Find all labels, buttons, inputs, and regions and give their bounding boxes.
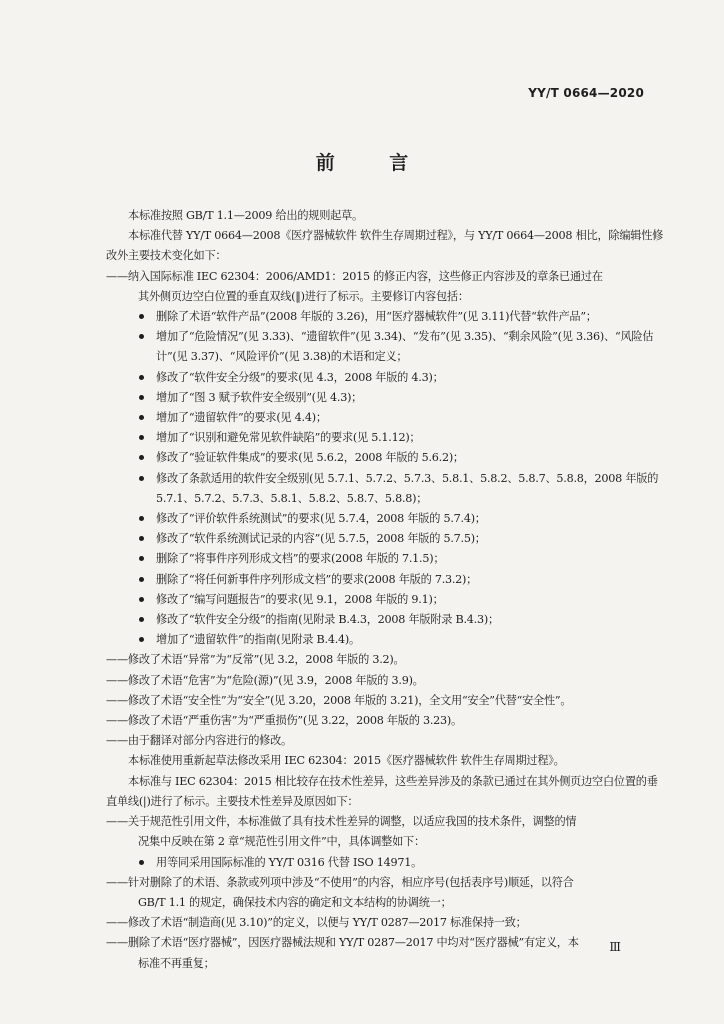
dash-item-line: 况集中反映在第 2 章“规范性引用文件”中，具体调整如下： — [138, 835, 425, 849]
intro-paragraph: 本标准代替 YY/T 0664—2008《医疗器械软件 软件生存周期过程》，与 YY/T 0664—2008 相比，除编辑性修改外主要技术变化如下： — [106, 229, 664, 263]
difference-item — [106, 873, 664, 913]
dash-item: ——修改了术语“异常”为“反常”(见 3.2，2008 年版的 3.2)。 — [106, 653, 405, 667]
normative-reference-item — [106, 812, 664, 852]
dash-item: ——修改了术语“严重伤害”为“严重损伤”(见 3.22，2008 年版的 3.23)。 — [106, 714, 462, 728]
list-item: 删除了“将任何新事件序列形成文档”的要求(2008 年版的 7.3.2)； — [138, 570, 664, 590]
list-item: 增加了“遗留软件”的要求(见 4.4)； — [138, 408, 664, 428]
list-item: 增加了“遗留软件”的指南(见附录 B.4.4)。 — [138, 630, 664, 650]
dash-item-line: ——关于规范性引用文件，本标准做了具有技术性差异的调整，以适应我国的技术条件，调整的情 — [106, 815, 577, 829]
dash-item-line: ——针对删除了的术语、条款或列项中涉及“不使用”的内容，相应序号(包括表序号)顺延，以符合 — [106, 875, 574, 889]
list-item: 修改了条款适用的软件安全级别(见 5.7.1、5.7.2、5.7.3、5.8.1、5.8.2、5.8.7、5.8.8，2008 年版的 5.7.1、5.7.2、5.7.3、5.8.1、5.8.2、5.8.7、5.8.8)； — [138, 469, 664, 509]
difference-item — [106, 933, 664, 973]
adoption-paragraph: 本标准与 IEC 62304：2015 相比较存在技术性差异，这些差异涉及的条款已通过在其外侧页边空白位置的垂直单线(|)进行了标示。主要技术性差异及原因如下： — [106, 774, 658, 808]
list-item: 修改了“编写问题报告”的要求(见 9.1，2008 年版的 9.1)； — [138, 590, 664, 610]
iec-change-item — [106, 267, 664, 307]
list-item: 增加了“图 3 赋予软件安全级别”(见 4.3)； — [138, 388, 664, 408]
dash-item: ——由于翻译对部分内容进行的修改。 — [106, 734, 292, 748]
page-title: 前 言 — [315, 152, 433, 174]
dash-item-line: 其外侧页边空白位置的垂直双线(‖)进行了标示。主要修订内容包括： — [138, 289, 469, 303]
list-item: 删除了“将事件序列形成文档”的要求(2008 年版的 7.1.5)； — [138, 549, 664, 569]
list-item: 修改了“验证软件集成”的要求(见 5.6.2，2008 年版的 5.6.2)； — [138, 448, 664, 468]
document-body — [106, 206, 664, 974]
page-number: Ⅲ — [609, 940, 621, 954]
dash-item-line: GB/T 1.1 的规定，确保技术内容的确定和文本结构的协调统一； — [138, 895, 452, 909]
list-item: 增加了“危险情况”(见 3.33)、“遗留软件”(见 3.34)、“发布”(见 3.35)、“剩余风险”(见 3.36)、“风险估计”(见 3.37)、“风险评价”(见 3.38)的术语和定义； — [138, 327, 664, 367]
dash-item-line: ——修改了术语“制造商(见 3.10)”的定义，以便与 YY/T 0287—2017 标准保持一致； — [106, 916, 527, 930]
intro-paragraph: 本标准按照 GB/T 1.1—2009 给出的规则起草。 — [128, 209, 363, 222]
list-item: 修改了“软件系统测试记录的内容”(见 5.7.5，2008 年版的 5.7.5)； — [138, 529, 664, 549]
dash-item-line: ——删除了术语“医疗器械”，因医疗器械法规和 YY/T 0287—2017 中均对“医疗器械”有定义，本 — [106, 936, 579, 950]
adoption-paragraph: 本标准使用重新起草法修改采用 IEC 62304：2015《医疗器械软件 软件生存周期过程》。 — [128, 754, 565, 768]
list-item: 修改了“评价软件系统测试”的要求(见 5.7.4，2008 年版的 5.7.4)； — [138, 509, 664, 529]
dash-item-line: 标准不再重复； — [138, 956, 215, 970]
dash-item: ——修改了术语“安全性”为“安全”(见 3.20，2008 年版的 3.21)，全文用“安全”代替“安全性”。 — [106, 693, 572, 707]
list-item: 用等同采用国际标准的 YY/T 0316 代替 ISO 14971。 — [138, 853, 664, 873]
dash-item: ——修改了术语“危害”为“危险(源)”(见 3.9，2008 年版的 3.9)。 — [106, 673, 424, 687]
difference-item — [106, 913, 664, 933]
list-item: 增加了“识别和避免常见软件缺陷”的要求(见 5.1.12)； — [138, 428, 664, 448]
list-item: 修改了“软件安全分级”的要求(见 4.3，2008 年版的 4.3)； — [138, 368, 664, 388]
list-item: 修改了“软件安全分级”的指南(见附录 B.4.3，2008 年版附录 B.4.3)； — [138, 610, 664, 630]
dash-item-line: ——纳入国际标准 IEC 62304：2006/AMD1：2015 的修正内容，这些修正内容涉及的章条已通过在 — [106, 269, 603, 283]
revision-bullet-list — [106, 307, 664, 650]
difference-bullet-list — [106, 853, 664, 873]
standard-number: YY/T 0664—2020 — [528, 86, 644, 100]
list-item: 删除了术语“软件产品”(2008 年版的 3.26)，用“医疗器械软件”(见 3.11)代替“软件产品”； — [138, 307, 664, 327]
